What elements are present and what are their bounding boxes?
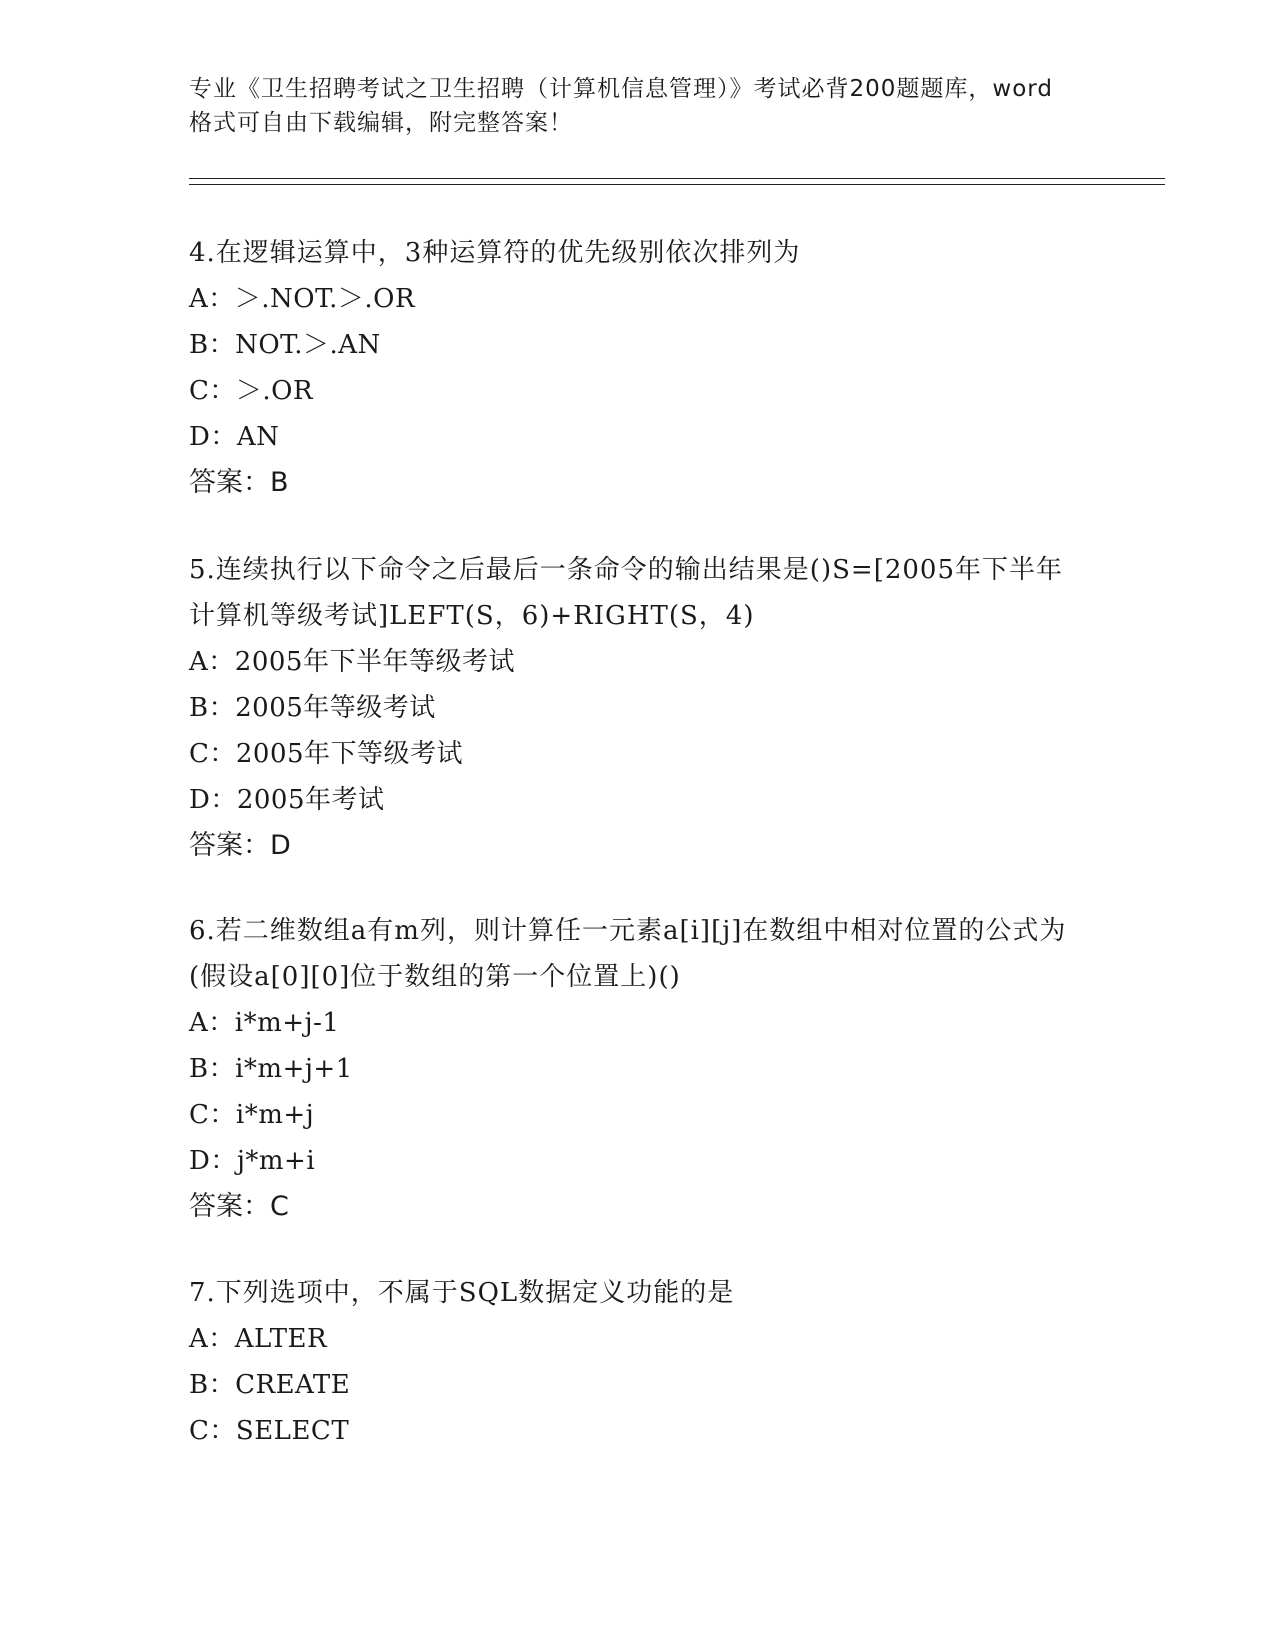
option-d: D：AN bbox=[189, 422, 280, 452]
option-d: D：j*m+i bbox=[189, 1146, 316, 1176]
option-c: C：2005年下等级考试 bbox=[189, 739, 464, 769]
option-d: D：2005年考试 bbox=[189, 785, 385, 815]
question-4 bbox=[189, 230, 1089, 506]
option-b: B：i*m+j+1 bbox=[189, 1054, 353, 1084]
header-line-2: 格式可自由下载编辑，附完整答案！ bbox=[189, 110, 573, 136]
option-a: A：＞.NOT.＞.OR bbox=[189, 284, 416, 314]
header-rule-top bbox=[189, 178, 1165, 179]
answer: 答案：D bbox=[189, 830, 291, 861]
question-text: 7.下列选项中，不属于SQL数据定义功能的是 bbox=[189, 1278, 735, 1308]
option-a: A：ALTER bbox=[189, 1324, 328, 1354]
option-a: A：2005年下半年等级考试 bbox=[189, 647, 515, 677]
option-c: C：i*m+j bbox=[189, 1100, 315, 1130]
option-b: B：CREATE bbox=[189, 1370, 351, 1400]
document-header bbox=[189, 72, 1089, 140]
option-b: B：NOT.＞.AN bbox=[189, 330, 381, 360]
question-text: 6.若二维数组a有m列，则计算任一元素a[i][j]在数组中相对位置的公式为(假设a[0][0]位于数组的第一个位置上)() bbox=[189, 916, 1067, 992]
question-7 bbox=[189, 1270, 1089, 1454]
answer: 答案：B bbox=[189, 467, 289, 498]
header-line-1: 专业《卫生招聘考试之卫生招聘（计算机信息管理）》考试必背200题题库，word bbox=[189, 76, 1053, 102]
option-c: C：SELECT bbox=[189, 1416, 350, 1446]
answer: 答案：C bbox=[189, 1191, 289, 1222]
option-b: B：2005年等级考试 bbox=[189, 693, 436, 723]
question-5 bbox=[189, 547, 1089, 869]
option-a: A：i*m+j-1 bbox=[189, 1008, 340, 1038]
option-c: C：＞.OR bbox=[189, 376, 314, 406]
question-text: 4.在逻辑运算中，3种运算符的优先级别依次排列为 bbox=[189, 238, 801, 268]
question-6 bbox=[189, 908, 1089, 1230]
question-text: 5.连续执行以下命令之后最后一条命令的输出结果是()S=[2005年下半年计算机等级考试]LEFT(S，6)+RIGHT(S，4) bbox=[189, 555, 1064, 631]
header-rule-bottom bbox=[189, 184, 1165, 185]
